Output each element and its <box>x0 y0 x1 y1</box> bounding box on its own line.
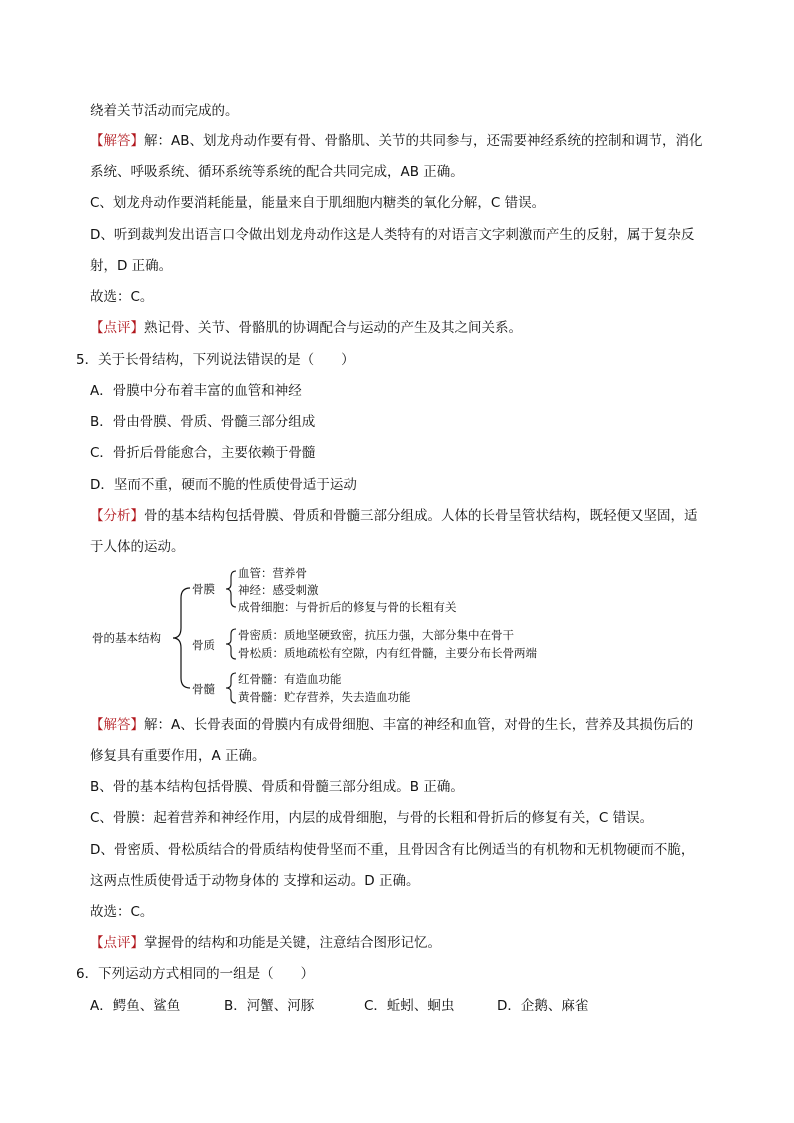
diagram-periosteum-item: 血管：营养骨 <box>238 566 307 580</box>
comment-tag: 【点评】 <box>90 935 144 951</box>
q5-answer-line-3: B、骨的基本结构包括骨膜、骨质和骨髓三部分组成。B 正确。 <box>90 779 464 795</box>
main-brace <box>173 588 190 688</box>
q6-stem: 6．下列运动方式相同的一组是（ ） <box>76 966 315 982</box>
q5-answer-line-1 <box>90 715 693 735</box>
q5-option-a: A．骨膜中分布着丰富的血管和神经 <box>90 383 302 399</box>
q6-option-b: B．河蟹、河豚 <box>224 998 315 1014</box>
q5-analysis-line-2: 于人体的运动。 <box>90 539 185 555</box>
diagram-periosteum: 骨膜 <box>192 582 215 596</box>
diagram-bone-substance: 骨质 <box>192 638 215 652</box>
q5-stem: 5．关于长骨结构，下列说法错误的是（ ） <box>76 352 355 368</box>
comment-tag: 【点评】 <box>90 320 144 336</box>
answer-tag: 【解答】 <box>90 717 144 733</box>
answer-text: 解：A、长骨表面的骨膜内有成骨细胞、丰富的神经和血管，对骨的生长，营养及其损伤后的 <box>144 717 694 733</box>
marrow-brace <box>226 673 236 703</box>
diagram-marrow-item: 红骨髓：有造血功能 <box>238 672 342 686</box>
diagram-substance-item: 骨松质：质地疏松有空隙，内有红骨髓，主要分布长骨两端 <box>238 646 537 660</box>
q4-answer-line-4: D、听到裁判发出语言口令做出划龙舟动作这是人类特有的对语言文字刺激而产生的反射，属于复杂反 <box>90 227 695 243</box>
answer-text: 解：AB、划龙舟动作要有骨、骨骼肌、关节的共同参与，还需要神经系统的控制和调节，消化 <box>144 133 703 149</box>
q4-choice: 故选：C。 <box>90 289 154 305</box>
q5-option-b: B．骨由骨膜、骨质、骨髓三部分组成 <box>90 414 316 430</box>
diagram-root: 骨的基本结构 <box>92 631 161 645</box>
analysis-tag: 【分析】 <box>90 508 144 524</box>
diagram-marrow: 骨髓 <box>192 682 215 696</box>
q4-answer-line-3: C、划龙舟动作要消耗能量，能量来自于肌细胞内糖类的氧化分解，C 错误。 <box>90 195 546 211</box>
substance-brace <box>226 629 236 659</box>
comment-text: 熟记骨、关节、骨骼肌的协调配合与运动的产生及其之间关系。 <box>144 320 522 336</box>
q5-option-d: D．坚而不重，硬而不脆的性质使骨适于运动 <box>90 477 357 493</box>
q4-continuation-line: 绕着关节活动而完成的。 <box>90 103 239 119</box>
analysis-text: 骨的基本结构包括骨膜、骨质和骨髓三部分组成。人体的长骨呈管状结构，既轻便又坚固，适 <box>144 508 698 524</box>
q6-option-a: A．鳄鱼、鲨鱼 <box>90 998 181 1014</box>
diagram-periosteum-item: 成骨细胞：与骨折后的修复与骨的长粗有关 <box>238 600 457 614</box>
q4-answer-line-2: 系统、呼吸系统、循环系统等系统的配合共同完成，AB 正确。 <box>90 164 464 180</box>
periosteum-brace <box>226 571 236 607</box>
q5-comment <box>90 933 441 953</box>
answer-tag: 【解答】 <box>90 133 144 149</box>
diagram-marrow-item: 黄骨髓：贮存营养，失去造血功能 <box>238 690 411 704</box>
q5-answer-line-5: D、骨密质、骨松质结合的骨质结构使骨坚而不重，且骨因含有比例适当的有机物和无机物硬而不脆， <box>90 842 695 858</box>
q6-option-c: C．蚯蚓、蛔虫 <box>364 998 455 1014</box>
q4-answer-line-1 <box>90 131 703 151</box>
q5-answer-line-2: 修复具有重要作用，A 正确。 <box>90 748 266 764</box>
q5-choice: 故选：C。 <box>90 904 154 920</box>
diagram-periosteum-item: 神经：感受刺激 <box>238 583 319 597</box>
q4-answer-line-5: 射，D 正确。 <box>90 258 173 274</box>
q6-option-d: D．企鹅、麻雀 <box>497 998 589 1014</box>
q5-answer-line-6: 这两点性质使骨适于动物身体的 支撑和运动。D 正确。 <box>90 873 420 889</box>
comment-text: 掌握骨的结构和功能是关键，注意结合图形记忆。 <box>144 935 441 951</box>
q5-answer-line-4: C、骨膜：起着营养和神经作用，内层的成骨细胞，与骨的长粗和骨折后的修复有关，C 错误。 <box>90 810 654 826</box>
q5-option-c: C．骨折后骨能愈合，主要依赖于骨髓 <box>90 445 316 461</box>
diagram-substance-item: 骨密质：质地坚硬致密，抗压力强，大部分集中在骨干 <box>238 628 514 642</box>
q4-comment <box>90 318 522 338</box>
q5-analysis-line-1 <box>90 506 698 526</box>
